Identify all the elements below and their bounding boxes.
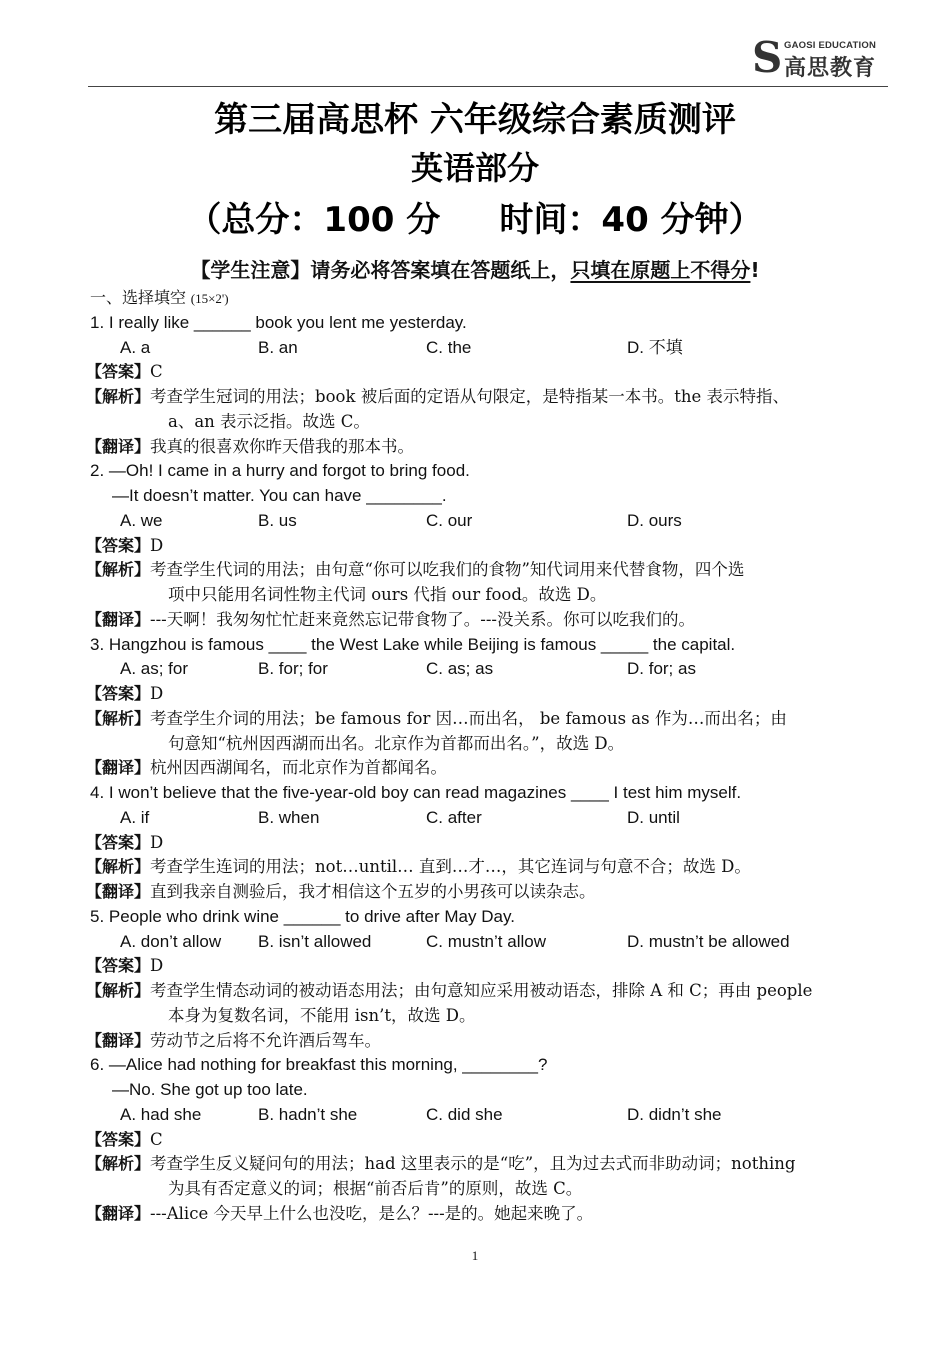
option-b: B. isn’t allowed	[258, 931, 372, 951]
answer-value: C	[150, 362, 163, 382]
gaosi-logo	[752, 33, 892, 82]
option-c: C. our	[426, 510, 473, 530]
options-row	[90, 336, 890, 361]
page-header	[0, 0, 950, 90]
question-stem: 2. —Oh! I came in a hurry and forgot to bring food.	[90, 461, 470, 481]
analysis-line	[90, 583, 890, 608]
question-stem: 5. People who drink wine ______ to drive after May Day.	[90, 906, 515, 926]
translation-text: 劳动节之后将不允许酒后驾车。	[150, 1030, 382, 1050]
translation-line	[86, 1202, 890, 1227]
answer-tag: 【答案】	[86, 684, 151, 703]
translation-text: ---Alice 今天早上什么也没吃，是么？---是的。她起来晚了。	[150, 1203, 594, 1223]
analysis-line	[90, 410, 890, 435]
option-d: D. for; as	[627, 659, 696, 679]
section-heading	[90, 286, 890, 311]
answer-line	[86, 954, 890, 979]
option-c: C. after	[426, 807, 482, 827]
answer-value: D	[150, 956, 164, 976]
translation-line	[86, 435, 890, 460]
analysis-tag: 【解析】	[86, 560, 151, 580]
exam-score-time: （总分：100 分 时间：40 分钟）	[187, 200, 763, 240]
exam-title: 第三届高思杯 六年级综合素质测评	[214, 100, 736, 140]
answer-line	[86, 1128, 890, 1153]
notice-underlined: 只填在原题上不得分	[570, 258, 751, 282]
translation-line	[86, 608, 890, 633]
translation-line	[86, 880, 890, 905]
translation-line	[86, 1029, 890, 1054]
translation-tag: 【翻译】	[86, 882, 151, 901]
question-stem: 3. Hangzhou is famous ____ the West Lake while Beijing is famous _____ the capital.	[90, 634, 736, 654]
translation-tag: 【翻译】	[86, 1203, 151, 1223]
translation-line	[86, 756, 890, 781]
option-a: A. a	[120, 337, 151, 357]
analysis-line	[90, 1004, 890, 1029]
answer-tag: 【答案】	[86, 1129, 151, 1149]
answer-line	[86, 360, 890, 385]
translation-text: ---天啊！我匆匆忙忙赶来竟然忘记带食物了。---没关系。你可以吃我们的。	[150, 609, 695, 629]
option-d: D. ours	[627, 510, 682, 530]
analysis-text: 项中只能用名词性物主代词 ours 代指 our food。故选 D。	[168, 585, 607, 604]
analysis-line	[90, 732, 890, 757]
analysis-text: 考查学生反义疑问句的用法；had 这里表示的是“吃”，且为过去式而非助动词；nothing	[150, 1154, 796, 1174]
answer-tag: 【答案】	[86, 832, 151, 852]
option-b: B. an	[258, 337, 298, 357]
option-b: B. hadn’t she	[258, 1104, 358, 1124]
analysis-text: 考查学生冠词的用法；book 被后面的定语从句限定，是特指某一本书。the 表示特指、	[150, 387, 789, 406]
analysis-text: 考查学生连词的用法；not…until… 直到…才…，其它连词与句意不合；故选 D。	[150, 857, 751, 877]
answer-line	[86, 831, 890, 856]
logo-s-icon: S	[752, 33, 783, 82]
analysis-text: 考查学生介词的用法；be famous for 因…而出名， be famous as 作为…而出名；由	[150, 708, 787, 728]
options-row	[90, 930, 890, 955]
analysis-text: a、an 表示泛指。故选 C。	[168, 411, 370, 431]
analysis-text: 为具有否定意义的词；根据“前否后肯”的原则，故选 C。	[168, 1179, 583, 1198]
header-divider	[88, 86, 888, 87]
analysis-tag: 【解析】	[86, 1154, 151, 1174]
notice-prefix: 【学生注意】请务必将答案填在答题纸上，	[190, 258, 571, 282]
answer-line	[86, 682, 890, 707]
section-label: 一、选择填空	[90, 288, 187, 307]
exam-subject: 英语部分	[410, 149, 539, 187]
option-d: D. 不填	[627, 337, 683, 357]
analysis-line	[86, 1152, 890, 1177]
analysis-line	[86, 558, 890, 583]
notice-suffix: !	[750, 258, 760, 282]
options-row	[90, 806, 890, 831]
option-c: C. as; as	[426, 659, 494, 679]
answer-line	[86, 534, 890, 559]
section-score: (15×2')	[190, 291, 229, 306]
answer-value: D	[150, 832, 164, 852]
answer-value: D	[150, 684, 164, 703]
analysis-line	[90, 1177, 890, 1202]
option-c: C. mustn’t allow	[426, 931, 546, 951]
option-b: B. when	[258, 807, 320, 827]
option-a: A. don’t allow	[120, 931, 222, 951]
options-row	[90, 657, 890, 682]
translation-text: 直到我亲自测验后，我才相信这个五岁的小男孩可以读杂志。	[150, 882, 596, 901]
option-b: B. us	[258, 510, 297, 530]
analysis-tag: 【解析】	[86, 708, 151, 728]
student-notice	[0, 254, 950, 283]
analysis-text: 本身为复数名词，不能用 isn’t，故选 D。	[168, 1005, 476, 1025]
analysis-text: 考查学生情态动词的被动语态用法；由句意知应采用被动语态，排除 A 和 C；再由 people	[150, 981, 813, 1000]
question-stem: 4. I won’t believe that the five-year-old boy can read magazines ____ I test him myself.	[90, 783, 742, 802]
answer-tag: 【答案】	[86, 956, 151, 976]
option-a: A. we	[120, 510, 163, 530]
analysis-line	[86, 385, 890, 410]
option-c: C. the	[426, 337, 472, 357]
options-row	[90, 509, 890, 534]
analysis-tag: 【解析】	[86, 387, 151, 406]
translation-tag: 【翻译】	[86, 1030, 151, 1050]
answer-value: C	[150, 1129, 163, 1149]
option-b: B. for; for	[258, 659, 328, 679]
analysis-tag: 【解析】	[86, 857, 151, 877]
option-a: A. if	[120, 807, 150, 827]
analysis-line	[86, 979, 890, 1004]
question-stem: 6. —Alice had nothing for breakfast this morning, ________?	[90, 1055, 548, 1075]
analysis-tag: 【解析】	[86, 981, 151, 1000]
analysis-line	[86, 855, 890, 880]
analysis-line	[86, 707, 890, 732]
translation-tag: 【翻译】	[86, 609, 151, 629]
answer-value: D	[150, 535, 164, 555]
translation-text: 我真的很喜欢你昨天借我的那本书。	[150, 436, 415, 456]
question-stem: —It doesn’t matter. You can have ________.	[112, 486, 447, 505]
question-list	[86, 286, 890, 1227]
logo-chinese-name: 高思教育	[784, 56, 877, 81]
translation-tag: 【翻译】	[86, 758, 151, 778]
option-a: A. had she	[120, 1104, 202, 1124]
option-d: D. didn’t she	[627, 1104, 722, 1124]
translation-text: 杭州因西湖闻名，而北京作为首都闻名。	[150, 758, 448, 778]
question-stem: —No. She got up too late.	[112, 1080, 308, 1099]
analysis-text: 句意知“杭州因西湖而出名。北京作为首都而出名。”，故选 D。	[168, 733, 625, 753]
translation-tag: 【翻译】	[86, 436, 151, 456]
page-number: 1	[471, 1248, 479, 1263]
option-d: D. mustn’t be allowed	[627, 931, 790, 951]
answer-tag: 【答案】	[86, 362, 151, 382]
analysis-text: 考查学生代词的用法；由句意“你可以吃我们的食物”知代词用来代替食物，四个选	[150, 560, 745, 580]
option-d: D. until	[627, 807, 680, 827]
option-a: A. as; for	[120, 659, 189, 679]
option-c: C. did she	[426, 1104, 503, 1124]
answer-tag: 【答案】	[86, 535, 151, 555]
options-row	[90, 1103, 890, 1128]
logo-english-name: GAOSI EDUCATION	[784, 40, 877, 51]
question-stem: 1. I really like ______ book you lent me yesterday.	[90, 312, 467, 332]
